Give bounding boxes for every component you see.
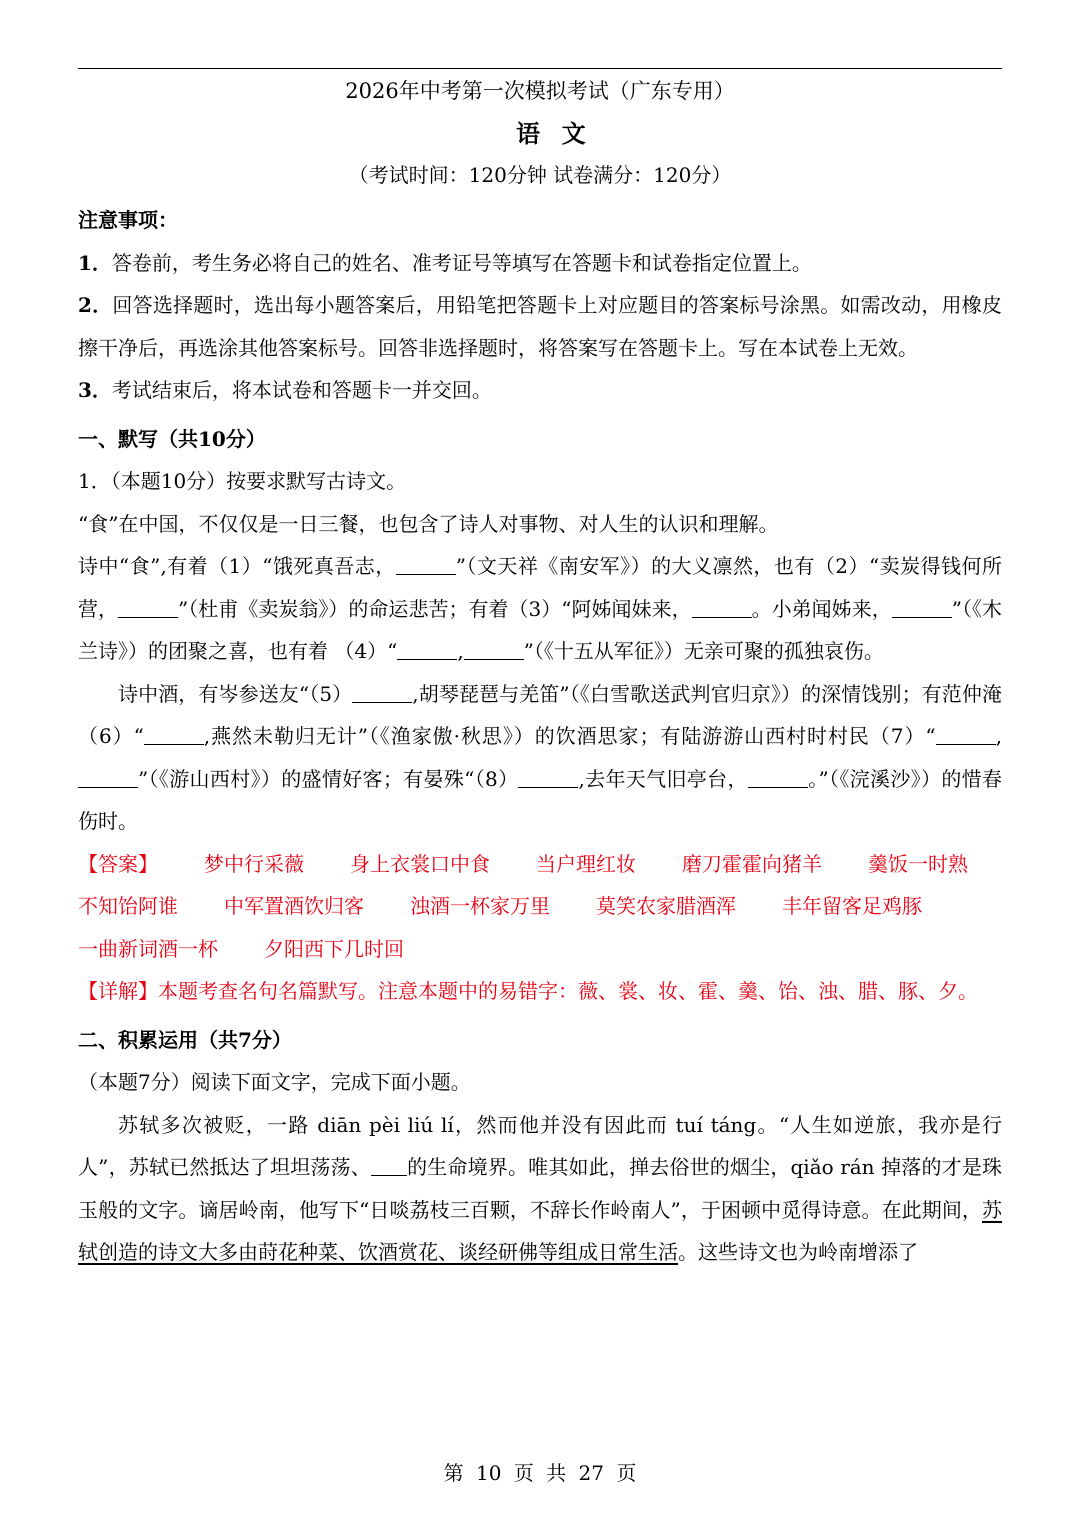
answer-item: 浊酒一杯家万里 <box>410 894 550 918</box>
fill-blank-7b[interactable] <box>78 767 138 788</box>
subject-title: 语文 <box>515 119 608 148</box>
page-number: 第 10 页 共 27 页 <box>443 1461 637 1485</box>
detail-text: 本题考查名句名篇默写。注意本题中的易错字：薇、裳、妆、霍、羹、饴、浊、腊、豚、夕。 <box>158 979 978 1003</box>
answer-block <box>78 843 1002 971</box>
answer-item: 不知饴阿谁 <box>78 894 178 918</box>
answer-item: 一曲新词酒一杯 <box>78 936 218 961</box>
underlined-sentence: 苏轼创造的诗文大多由莳花种菜、饮酒赏花、谈经研佛等组成日常生活 <box>78 1197 1002 1264</box>
exam-body <box>78 199 1002 1274</box>
question-1-food-paragraph: 诗中“食”,有着（1）“饿死真吾志， ”（文天祥《南安军》）的大义凛然，也有（2）“卖炭得钱何所营， ”（杜甫《卖炭翁》）的命运悲苦；有着（3）“阿姊闻妹来， 。小弟闻姊来， ”（《木兰诗》）的团聚之喜，也有着 （4）“ , ”（《十五从军征》）无亲可聚的孤独哀伤。 <box>78 554 1003 663</box>
answer-item: 夕阳西下几时回 <box>264 936 404 961</box>
note-text: 回答选择题时，选出每小题答案后，用铅笔把答题卡上对应题目的答案标号涂黑。如需改动，用橡皮擦干净后，再选涂其他答案标号。回答非选择题时，将答案写在答题卡上。写在本试卷上无效。 <box>78 293 1003 360</box>
fill-blank-3b[interactable] <box>892 597 952 618</box>
fill-blank-5[interactable] <box>352 682 412 703</box>
answer-item: 莫笑农家腊酒浑 <box>596 894 736 918</box>
notes-title: 注意事项： <box>78 208 178 232</box>
section-1-heading: 一、默写（共10分） <box>78 426 266 451</box>
note-number: 2． <box>78 293 113 317</box>
fill-blank-6[interactable] <box>144 724 204 745</box>
fill-blank-8b[interactable] <box>748 767 808 788</box>
detail-label: 【详解】 <box>78 979 158 1003</box>
header-rule <box>78 68 1002 69</box>
exam-title: 2026年中考第一次模拟考试（广东专用） <box>345 79 735 103</box>
section-2-passage: 苏轼多次被贬，一路 diān pèi liú lí，然而他并没有因此而 tuí táng。“人生如逆旅，我亦是行人”，苏轼已然抵达了坦坦荡荡、 的生命境界。唯其如此，掸去俗世的烟尘，qiǎo rán 掉落的才是珠玉般的文字。谪居岭南，他写下“日啖荔枝三百颗，不辞长作岭南人”，于困顿中觅得诗意。在此期间，苏轼创造的诗文大多由莳花种菜、饮酒赏花、谈经研佛等组成日常生活。这些诗文也为岭南增添了 <box>78 1112 1002 1264</box>
fill-blank-4b[interactable] <box>464 639 524 660</box>
question-1-lead: “食”在中国，不仅仅是一日三餐，也包含了诗人对事物、对人生的认识和理解。 <box>78 511 779 536</box>
fill-blank-7a[interactable] <box>936 724 996 745</box>
note-item-2 <box>78 284 1002 369</box>
answer-item: 羹饭一时熟 <box>868 851 968 876</box>
question-1-wine-paragraph: 诗中酒，有岑参送友“（5） ,胡琴琵琶与羌笛”（《白雪歌送武判官归京》）的深情饯别；有范仲淹（6）“ ,燕然未勒归无计”（《渔家傲·秋思》）的饮酒思家；有陆游游山西村时村民（7）“ ,”（《游山西村》）的盛情好客；有晏殊“（8） ,去年天气旧亭台， 。”（《浣溪沙》）的惜春伤时。 <box>78 681 1003 833</box>
exam-info: （考试时间：120分钟 试卷满分：120分） <box>348 163 732 187</box>
fill-blank-2[interactable] <box>118 597 178 618</box>
answer-item: 磨刀霍霍向猪羊 <box>682 851 822 876</box>
detail-block <box>78 970 1002 1013</box>
note-number: 1． <box>78 250 112 275</box>
answer-item: 梦中行采薇 <box>204 851 304 876</box>
answer-item: 当户理红妆 <box>536 851 636 876</box>
exam-page <box>78 0 1002 1527</box>
section-2-heading: 二、积累运用（共7分） <box>78 1027 292 1052</box>
answer-item: 中军置酒饮归客 <box>224 894 364 918</box>
note-number: 3． <box>78 378 112 402</box>
answer-item: 丰年留客足鸡豚 <box>782 894 922 918</box>
question-1-intro: 1．（本题10分）按要求默写古诗文。 <box>78 469 407 493</box>
fill-blank-1[interactable] <box>396 554 456 575</box>
fill-blank-passage[interactable] <box>371 1155 407 1176</box>
note-item-1 <box>78 242 1002 285</box>
fill-blank-3[interactable] <box>692 597 752 618</box>
fill-blank-4a[interactable] <box>397 639 457 660</box>
note-item-3 <box>78 369 1002 412</box>
note-text: 答卷前，考生务必将自己的姓名、准考证号等填写在答题卡和试卷指定位置上。 <box>111 250 812 275</box>
question-2-intro: （本题7分）阅读下面文字，完成下面小题。 <box>78 1070 471 1094</box>
note-text: 考试结束后，将本试卷和答题卡一并交回。 <box>111 378 492 402</box>
answer-label: 【答案】 <box>78 851 158 876</box>
answer-item: 身上衣裳口中食 <box>350 851 490 876</box>
fill-blank-8a[interactable] <box>518 767 578 788</box>
